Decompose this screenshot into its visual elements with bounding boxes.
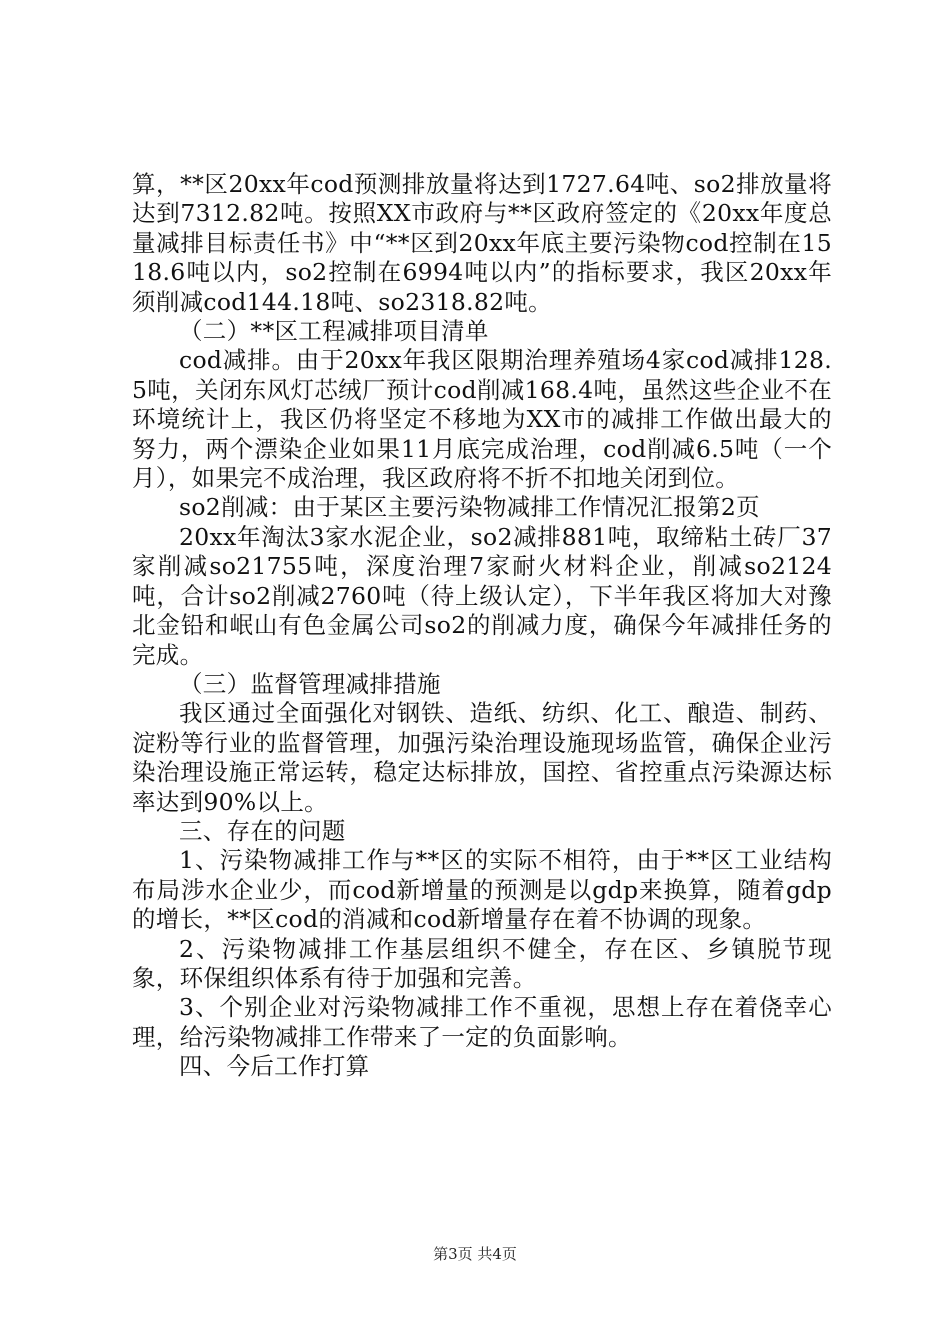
paragraph: 算，**区20xx年cod预测排放量将达到1727.64吨、so2排放量将达到7312.82吨。按照XX市政府与**区政府签定的《20xx年度总量减排目标责任书》中“**区到20xx年底主要污染物cod控制在1518.6吨以内，so2控制在6994吨以内”的指标要求，我区20xx年须削减cod144.18吨、so2318.82吨。 (132, 170, 832, 316)
section-heading: （二）**区工程减排项目清单 (179, 317, 489, 346)
section-heading: 四、今后工作打算 (179, 1052, 370, 1081)
list-item: 2、污染物减排工作基层组织不健全，存在区、乡镇脱节现象，环保组织体系有待于加强和完善。 (132, 934, 832, 992)
paragraph: so2削减：由于某区主要污染物减排工作情况汇报第2页 (179, 493, 760, 522)
page-footer: 第3页 共4页 (433, 1245, 517, 1263)
list-item: 3、个别企业对污染物减排工作不重视，思想上存在着侥幸心理，给污染物减排工作带来了一定的负面影响。 (132, 993, 832, 1051)
paragraph: 20xx年淘汰3家水泥企业，so2减排881吨，取缔粘土砖厂37家削减so21755吨，深度治理7家耐火材料企业，削减so2124吨，合计so2削减2760吨（待上级认定），下半年我区将加大对豫北金铅和岷山有色金属公司so2的削减力度，确保今年减排任务的完成。 (132, 522, 832, 669)
list-item: 1、污染物减排工作与**区的实际不相符，由于**区工业结构布局涉水企业少，而cod新增量的预测是以gdp来换算，随着gdp的增长，**区cod的消减和cod新增量存在着不协调的现象。 (132, 846, 832, 934)
document-body (132, 170, 832, 1082)
paragraph: 我区通过全面强化对钢铁、造纸、纺织、化工、酿造、制药、淀粉等行业的监督管理，加强污染治理设施现场监管，确保企业污染治理设施正常运转，稳定达标排放，国控、省控重点污染源达标率达到90%以上。 (132, 699, 832, 816)
paragraph: cod减排。由于20xx年我区限期治理养殖场4家cod减排128.5吨，关闭东风灯芯绒厂预计cod削减168.4吨，虽然这些企业不在环境统计上，我区仍将坚定不移地为XX市的减排工作做出最大的努力，两个漂染企业如果11月底完成治理，cod削减6.5吨（一个月），如果完不成治理，我区政府将不折不扣地关闭到位。 (132, 346, 832, 493)
section-heading: 三、存在的问题 (179, 816, 346, 845)
section-heading: （三）监督管理减排措施 (179, 669, 441, 698)
